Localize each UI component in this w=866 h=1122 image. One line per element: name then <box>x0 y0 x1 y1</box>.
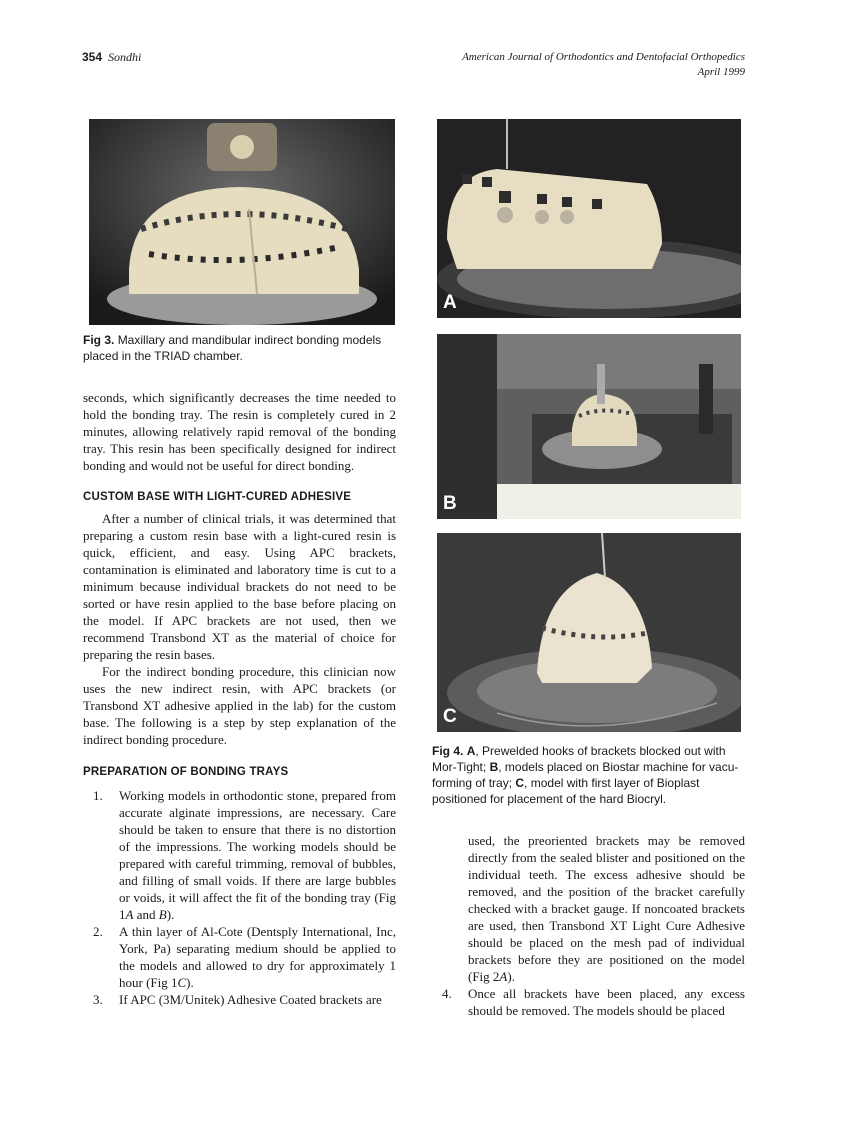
page-number: 354 <box>82 50 103 64</box>
step-3-continued-text: used, the preoriented brackets may be removed directly from the sealed blister and positioned on the individual teeth. The excess adhesive should be removed, and the position of the bracket carefully checked with a bracket gauge. If noncoated brackets are used, then Transbond XT Light Cure Adhesive should be placed on the mesh pad of individual brackets before they are positioned on the model (Fig 2 <box>468 833 745 984</box>
issue-date: April 1999 <box>697 66 745 78</box>
step-2-end: ). <box>186 975 194 990</box>
fig4-label: Fig 4. <box>432 744 464 758</box>
section-heading-preparation: PREPARATION OF BONDING TRAYS <box>83 766 289 778</box>
fig4-caption: Fig 4. A, Prewelded hooks of brackets blocked out with Mor-Tight; B, models placed on Biostar machine for vacu-forming of tray; C, model with first layer of Bioplast positioned for placement of the hard Biocryl. <box>432 744 739 806</box>
step-3 <box>83 991 396 1008</box>
step-3-continued-end: ). <box>507 969 515 984</box>
fig4-caption-b: models placed on Biostar machine for vacu-forming of tray; <box>432 760 739 790</box>
fig4-panel-a-letter: A <box>443 292 457 313</box>
fig3-caption-text: Maxillary and mandibular indirect bonding models placed in the TRIAD chamber. <box>83 333 382 363</box>
fig4-caption-c: model with first layer of Bioplast positioned for placement of the hard Biocryl. <box>432 776 700 806</box>
step-1-end: ). <box>166 907 175 922</box>
journal-title: American Journal of Orthodontics and Dentofacial Orthopedics <box>462 51 745 63</box>
step-4-number: 4. <box>442 986 452 1001</box>
step-3-number: 3. <box>93 992 103 1007</box>
step-3-text: If APC (3M/Unitek) Adhesive Coated brackets are <box>119 992 382 1007</box>
custom-base-paragraph-2: For the indirect bonding procedure, this clinician now uses the new indirect resin, with APC brackets (or Transbond XT adhesive applied in the lab) for the custom base. The following is a step by step explanation of the indirect bonding procedure. <box>83 664 396 747</box>
left-column <box>83 389 396 1008</box>
author-name: Sondhi <box>108 50 142 64</box>
step-3-continued <box>432 832 745 985</box>
step-2-text: A thin layer of Al-Cote (Dentsply International, Inc, York, Pa) separating medium should be applied to the models and allowed to dry for approximately 1 hour (Fig 1 <box>119 924 396 990</box>
fig3-label: Fig 3. <box>83 333 115 347</box>
intro-paragraph: seconds, which significantly decreases the time needed to hold the bonding tray. The resin is completely cured in 2 minutes, allowing relatively rapid removal of the bonding tray. This resin has been specifically designed for indirect bonding and would not be useful for direct bonding. <box>83 390 396 473</box>
step-4-text: Once all brackets have been placed, any excess should be removed. The models should be placed <box>468 986 745 1018</box>
step-2-ref-c: C <box>177 975 187 990</box>
step-1-text: Working models in orthodontic stone, prepared from accurate alginate impressions, are necessary. Care should be taken to ensure that there is no distortion of the impressions. The working models should be prepared with careful trimming, removal of bubbles, and filling of small voids. If there are large bubbles or voids, it will affect the fit of the bonding tray (Fig 1 <box>119 788 396 922</box>
fig4-caption-a-letter: A <box>466 744 476 758</box>
fig3-photo <box>89 119 395 325</box>
fig4b-photo <box>437 334 741 519</box>
step-3-ref-a: A <box>499 969 508 984</box>
fig4-panel-b-letter: B <box>443 493 457 514</box>
running-header-left <box>82 50 141 65</box>
fig4a-photo <box>437 119 741 318</box>
step-4 <box>432 985 745 1019</box>
step-1-ref-a: A <box>125 907 134 922</box>
custom-base-paragraph-1: After a number of clinical trials, it was determined that preparing a custom resin base with a light-cured resin is quick, efficient, and easy. Using APC brackets, contamination is eliminated and laboratory time is cut to a minimum because individual brackets do not need to be sorted or have resin applied to the base before placing on the model. If APC brackets are not used, then we recommend Transbond XT as the material of choice for preparing the resin bases. <box>83 511 396 662</box>
fig4-panel-c-letter: C <box>443 706 457 727</box>
step-1 <box>83 787 396 923</box>
step-1-ref-b: B <box>158 907 167 922</box>
section-heading-custom-base: CUSTOM BASE WITH LIGHT-CURED ADHESIVE <box>83 491 352 503</box>
running-header-right <box>462 50 745 80</box>
fig4c-photo <box>437 533 741 732</box>
fig4-caption-b-letter: B <box>489 760 499 774</box>
fig3-caption <box>83 332 401 364</box>
right-column <box>432 832 745 1019</box>
step-2 <box>83 923 396 991</box>
step-1-number: 1. <box>93 788 103 803</box>
fig4-caption-c-letter: C <box>515 776 525 790</box>
fig4-caption-a: Prewelded hooks of brackets blocked out with Mor-Tight; <box>432 744 726 774</box>
step-2-number: 2. <box>93 924 103 939</box>
step-1-mid: and <box>133 907 159 922</box>
